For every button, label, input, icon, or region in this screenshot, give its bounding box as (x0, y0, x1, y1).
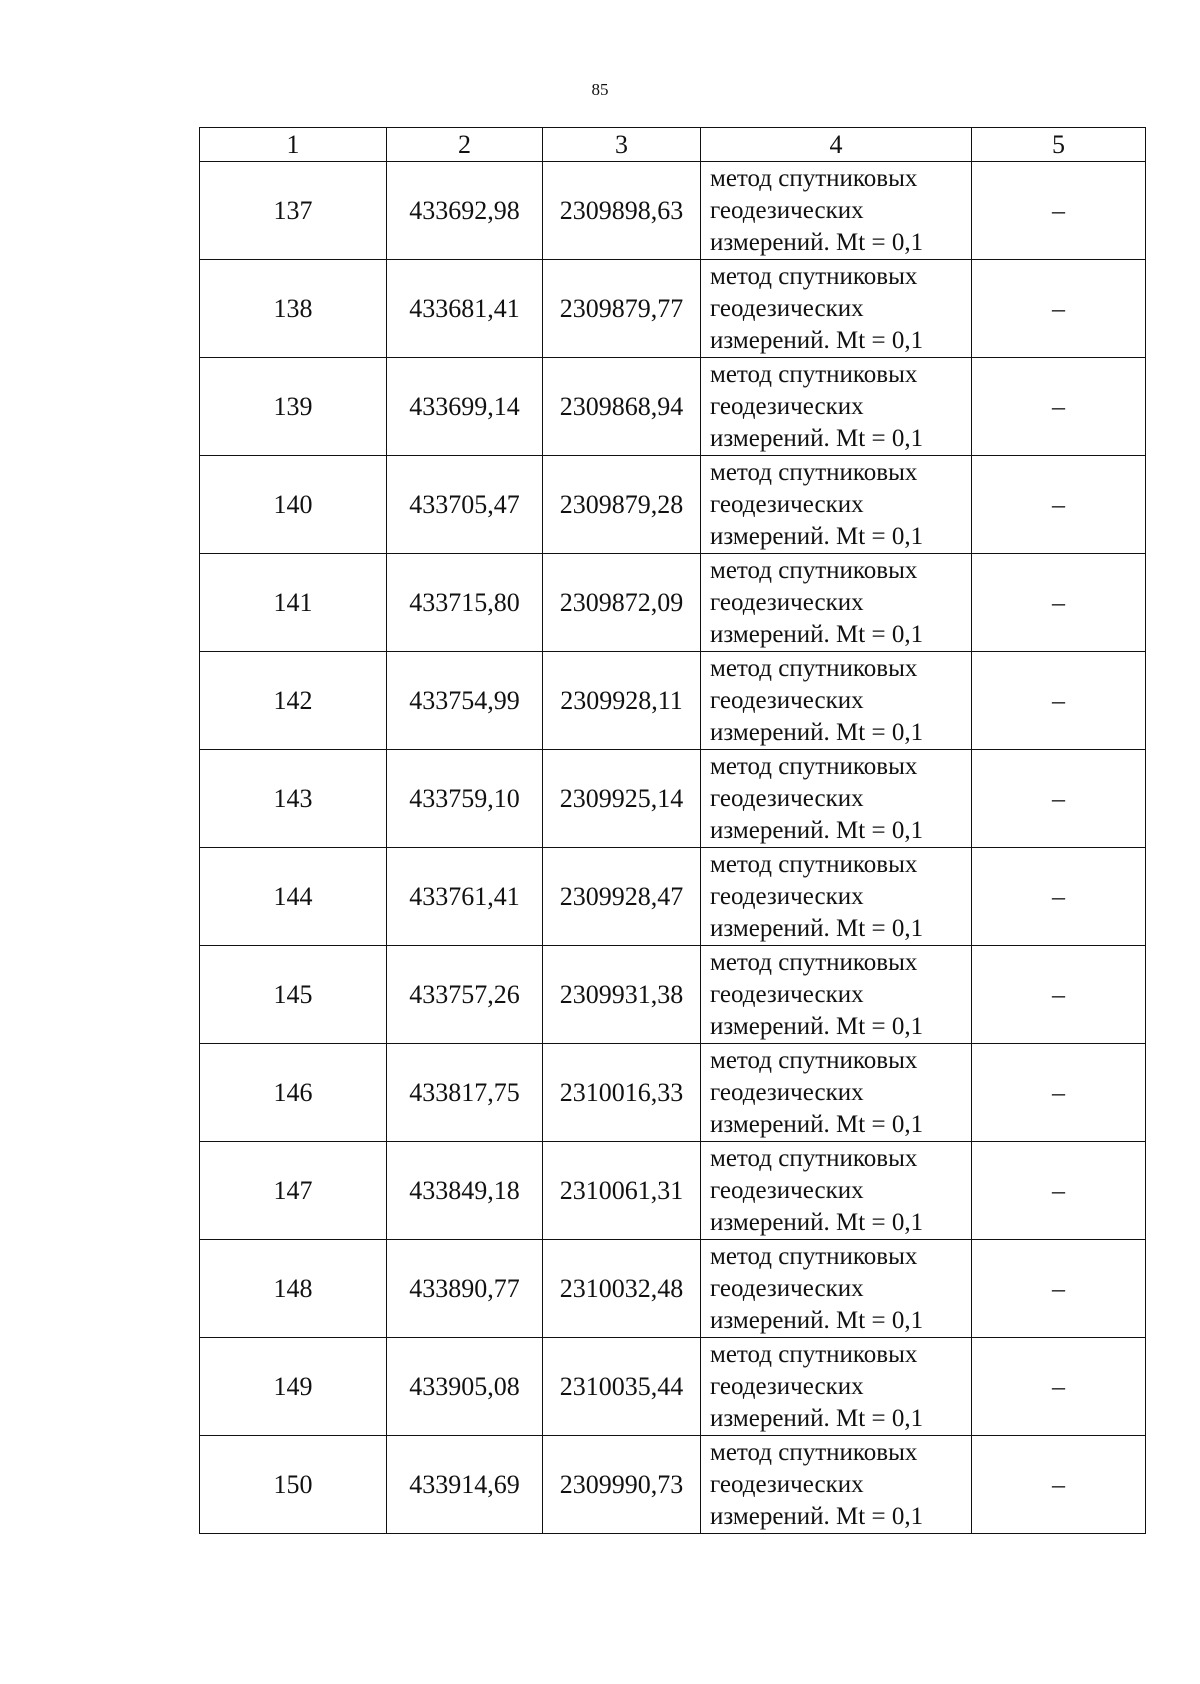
table-row (200, 456, 1146, 554)
method-line: геодезических (710, 1078, 864, 1106)
method-line: измерений. Mt = 0,1 (710, 1208, 924, 1236)
method-line: метод спутниковых (710, 1340, 918, 1368)
table-row (200, 750, 1146, 848)
method-line: геодезических (710, 294, 864, 322)
header-col-2: 2 (387, 128, 543, 162)
point-number-cell: 146 (200, 1044, 387, 1142)
method-cell (701, 750, 972, 848)
method-line: геодезических (710, 392, 864, 420)
header-col-4: 4 (701, 128, 972, 162)
method-line: измерений. Mt = 0,1 (710, 326, 924, 354)
method-cell (701, 162, 972, 260)
point-number-cell: 145 (200, 946, 387, 1044)
method-line: геодезических (710, 686, 864, 714)
x-coordinate-cell: 433817,75 (387, 1044, 543, 1142)
point-number-cell: 138 (200, 260, 387, 358)
table-row (200, 848, 1146, 946)
method-cell (701, 1338, 972, 1436)
table-row (200, 1436, 1146, 1534)
header-col-5: 5 (972, 128, 1146, 162)
point-number-cell: 149 (200, 1338, 387, 1436)
method-line: геодезических (710, 490, 864, 518)
method-line: метод спутниковых (710, 360, 918, 388)
method-line: метод спутниковых (710, 262, 918, 290)
method-line: геодезических (710, 784, 864, 812)
x-coordinate-cell: 433699,14 (387, 358, 543, 456)
table-header (200, 128, 1146, 162)
method-line: метод спутниковых (710, 556, 918, 584)
table-row (200, 1338, 1146, 1436)
method-line: геодезических (710, 1274, 864, 1302)
table-row (200, 162, 1146, 260)
y-coordinate-cell: 2309931,38 (543, 946, 701, 1044)
point-number-cell: 143 (200, 750, 387, 848)
method-line: метод спутниковых (710, 164, 918, 192)
x-coordinate-cell: 433754,99 (387, 652, 543, 750)
method-cell (701, 1142, 972, 1240)
method-line: измерений. Mt = 0,1 (710, 1502, 924, 1530)
method-line: геодезических (710, 1176, 864, 1204)
method-line: измерений. Mt = 0,1 (710, 424, 924, 452)
method-cell (701, 652, 972, 750)
point-number-cell: 141 (200, 554, 387, 652)
x-coordinate-cell: 433890,77 (387, 1240, 543, 1338)
point-number-cell: 142 (200, 652, 387, 750)
note-cell: – (972, 1044, 1146, 1142)
x-coordinate-cell: 433705,47 (387, 456, 543, 554)
method-line: метод спутниковых (710, 1046, 918, 1074)
x-coordinate-cell: 433715,80 (387, 554, 543, 652)
method-line: геодезических (710, 196, 864, 224)
method-line: геодезических (710, 588, 864, 616)
point-number-cell: 139 (200, 358, 387, 456)
point-number-cell: 140 (200, 456, 387, 554)
note-cell: – (972, 358, 1146, 456)
note-cell: – (972, 750, 1146, 848)
note-cell: – (972, 652, 1146, 750)
table-row (200, 946, 1146, 1044)
header-col-1: 1 (200, 128, 387, 162)
method-cell (701, 848, 972, 946)
method-line: метод спутниковых (710, 850, 918, 878)
point-number-cell: 148 (200, 1240, 387, 1338)
method-line: метод спутниковых (710, 1438, 918, 1466)
method-line: измерений. Mt = 0,1 (710, 522, 924, 550)
method-cell (701, 358, 972, 456)
x-coordinate-cell: 433681,41 (387, 260, 543, 358)
method-cell (701, 260, 972, 358)
note-cell: – (972, 1436, 1146, 1534)
method-line: метод спутниковых (710, 948, 918, 976)
method-cell (701, 946, 972, 1044)
header-row (200, 128, 1146, 162)
method-cell (701, 554, 972, 652)
note-cell: – (972, 946, 1146, 1044)
note-cell: – (972, 456, 1146, 554)
method-line: геодезических (710, 882, 864, 910)
method-line: метод спутниковых (710, 654, 918, 682)
method-cell (701, 456, 972, 554)
table-row (200, 652, 1146, 750)
note-cell: – (972, 848, 1146, 946)
header-col-3: 3 (543, 128, 701, 162)
point-number-cell: 147 (200, 1142, 387, 1240)
table-body (200, 162, 1146, 1534)
x-coordinate-cell: 433761,41 (387, 848, 543, 946)
y-coordinate-cell: 2310035,44 (543, 1338, 701, 1436)
table-row (200, 1142, 1146, 1240)
point-number-cell: 150 (200, 1436, 387, 1534)
method-line: геодезических (710, 980, 864, 1008)
note-cell: – (972, 554, 1146, 652)
method-line: измерений. Mt = 0,1 (710, 1110, 924, 1138)
method-line: измерений. Mt = 0,1 (710, 718, 924, 746)
point-number-cell: 144 (200, 848, 387, 946)
y-coordinate-cell: 2310032,48 (543, 1240, 701, 1338)
method-line: метод спутниковых (710, 1242, 918, 1270)
table-row (200, 554, 1146, 652)
table-row (200, 358, 1146, 456)
table-row (200, 1240, 1146, 1338)
method-line: измерений. Mt = 0,1 (710, 816, 924, 844)
x-coordinate-cell: 433757,26 (387, 946, 543, 1044)
method-line: метод спутниковых (710, 752, 918, 780)
method-line: метод спутниковых (710, 1144, 918, 1172)
method-line: измерений. Mt = 0,1 (710, 1012, 924, 1040)
note-cell: – (972, 1240, 1146, 1338)
method-cell (701, 1044, 972, 1142)
note-cell: – (972, 1338, 1146, 1436)
x-coordinate-cell: 433905,08 (387, 1338, 543, 1436)
y-coordinate-cell: 2309925,14 (543, 750, 701, 848)
y-coordinate-cell: 2309990,73 (543, 1436, 701, 1534)
method-cell (701, 1436, 972, 1534)
note-cell: – (972, 1142, 1146, 1240)
method-line: геодезических (710, 1372, 864, 1400)
table-row (200, 1044, 1146, 1142)
y-coordinate-cell: 2310016,33 (543, 1044, 701, 1142)
x-coordinate-cell: 433914,69 (387, 1436, 543, 1534)
method-line: измерений. Mt = 0,1 (710, 1404, 924, 1432)
method-line: измерений. Mt = 0,1 (710, 1306, 924, 1334)
y-coordinate-cell: 2309879,77 (543, 260, 701, 358)
table-row (200, 260, 1146, 358)
method-line: измерений. Mt = 0,1 (710, 228, 924, 256)
method-cell (701, 1240, 972, 1338)
note-cell: – (972, 162, 1146, 260)
note-cell: – (972, 260, 1146, 358)
x-coordinate-cell: 433692,98 (387, 162, 543, 260)
y-coordinate-cell: 2310061,31 (543, 1142, 701, 1240)
y-coordinate-cell: 2309928,11 (543, 652, 701, 750)
y-coordinate-cell: 2309898,63 (543, 162, 701, 260)
method-line: геодезических (710, 1470, 864, 1498)
coordinates-table (199, 127, 1146, 1534)
point-number-cell: 137 (200, 162, 387, 260)
method-line: измерений. Mt = 0,1 (710, 914, 924, 942)
y-coordinate-cell: 2309872,09 (543, 554, 701, 652)
y-coordinate-cell: 2309868,94 (543, 358, 701, 456)
method-line: измерений. Mt = 0,1 (710, 620, 924, 648)
method-line: метод спутниковых (710, 458, 918, 486)
y-coordinate-cell: 2309928,47 (543, 848, 701, 946)
x-coordinate-cell: 433849,18 (387, 1142, 543, 1240)
x-coordinate-cell: 433759,10 (387, 750, 543, 848)
y-coordinate-cell: 2309879,28 (543, 456, 701, 554)
page-number: 85 (591, 80, 609, 99)
